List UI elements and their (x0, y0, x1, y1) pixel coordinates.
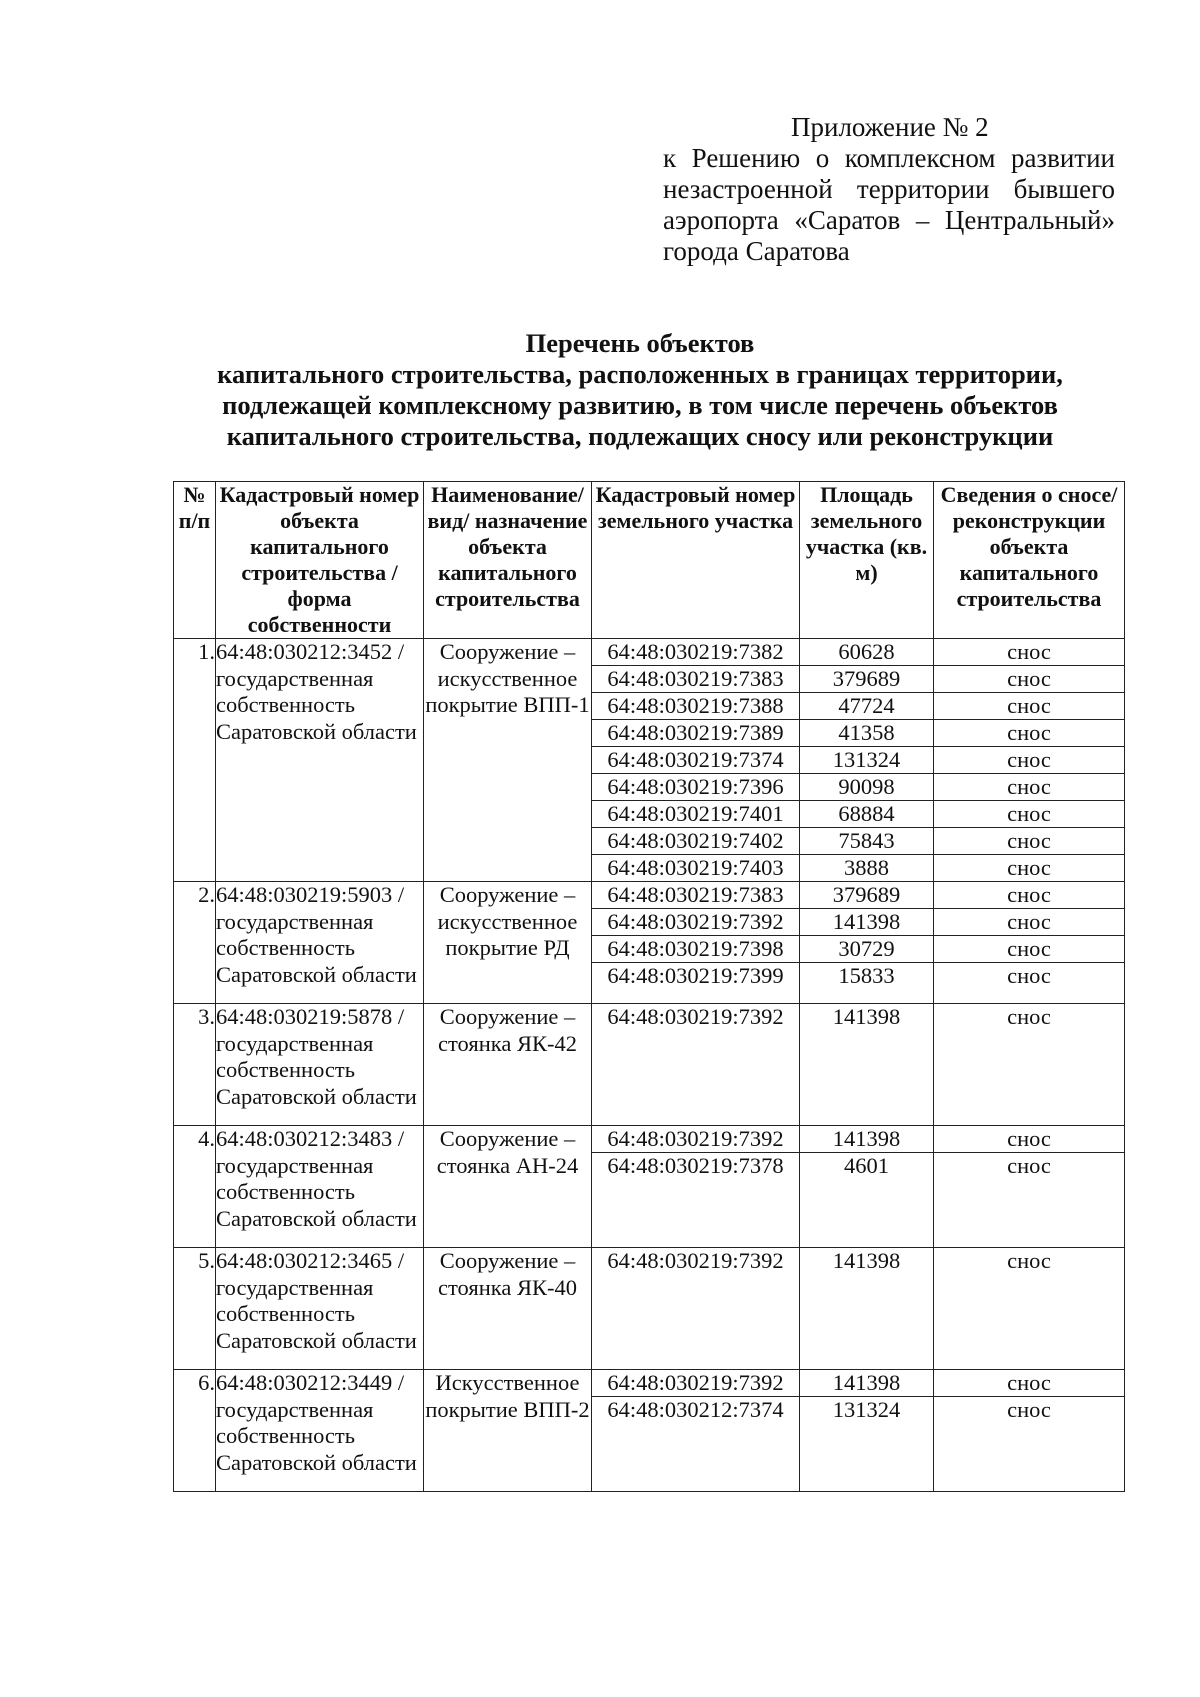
land-parcel-area: 75843 (800, 828, 933, 855)
object-name: Сооружение – стоянка АН-24 (424, 1126, 592, 1248)
land-parcel-area: 41358 (800, 720, 933, 747)
land-parcel-number: 64:48:030219:7382 (592, 639, 799, 666)
areas-cell (800, 882, 934, 1004)
table-row (174, 639, 1125, 882)
demolition-info: снос (934, 693, 1124, 720)
object-cadastral-number: 64:48:030212:3452 / государственная собственность Саратовской области (216, 639, 424, 882)
annex-line: к Решению о комплексном развитии (663, 143, 1115, 173)
demolition-info: снос (1007, 1248, 1051, 1273)
demolition-info: снос (1007, 1153, 1051, 1178)
demolition-info: снос (934, 936, 1124, 963)
land-parcel-area: 379689 (800, 882, 933, 909)
info-cell (934, 1370, 1125, 1492)
land-parcel-area: 60628 (800, 639, 933, 666)
row-number: 6. (174, 1370, 216, 1492)
header-num: № п/п (174, 482, 216, 639)
land-parcels-cell (592, 1370, 800, 1492)
object-cadastral-number: 64:48:030212:3483 / государственная собственность Саратовской области (216, 1126, 424, 1248)
areas-cell (800, 1004, 934, 1126)
table-row (174, 1370, 1125, 1492)
demolition-info: снос (934, 828, 1124, 855)
object-cadastral-number: 64:48:030219:5903 / государственная собственность Саратовской области (216, 882, 424, 1004)
objects-table (173, 481, 1125, 1492)
demolition-info: снос (934, 1126, 1124, 1153)
land-parcel-number: 64:48:030219:7403 (607, 855, 784, 880)
land-parcel-number: 64:48:030219:7392 (607, 1248, 784, 1273)
info-cell (934, 639, 1125, 882)
areas-cell (800, 639, 934, 882)
areas-cell (800, 1370, 934, 1492)
object-name: Искусственное покрытие ВПП-2 (424, 1370, 592, 1492)
table-row (174, 1248, 1125, 1370)
title-line: подлежащей комплексному развитию, в том числе перечень объектов (222, 390, 1058, 420)
row-number: 4. (174, 1126, 216, 1248)
land-parcel-number: 64:48:030219:7399 (607, 963, 784, 988)
land-parcel-number: 64:48:030219:7388 (592, 693, 799, 720)
annex-line: города Саратова (663, 236, 850, 266)
land-parcels-cell (592, 882, 800, 1004)
land-parcel-number: 64:48:030219:7374 (592, 747, 799, 774)
land-parcels-cell (592, 639, 800, 882)
annex-line: незастроенной территории бывшего (663, 174, 1115, 204)
title-line: Перечень объектов (525, 328, 755, 358)
object-cadastral-number: 64:48:030212:3465 / государственная собственность Саратовской области (216, 1248, 424, 1370)
demolition-info: снос (934, 747, 1124, 774)
object-name: Сооружение – искусственное покрытие ВПП-1 (424, 639, 592, 882)
object-name: Сооружение – стоянка ЯК-42 (424, 1004, 592, 1126)
land-parcel-area: 141398 (800, 909, 933, 936)
areas-cell (800, 1126, 934, 1248)
object-name: Сооружение – искусственное покрытие РД (424, 882, 592, 1004)
land-parcel-number: 64:48:030219:7389 (592, 720, 799, 747)
row-number: 5. (174, 1248, 216, 1370)
demolition-info: снос (934, 909, 1124, 936)
header-name: Наименование/ вид/ назначение объекта капитального строительства (424, 482, 592, 639)
land-parcel-number: 64:48:030219:7392 (592, 1126, 799, 1153)
land-parcel-area: 141398 (832, 1004, 901, 1029)
land-parcel-number: 64:48:030219:7392 (607, 1004, 784, 1029)
demolition-info: снос (1007, 963, 1051, 988)
info-cell (934, 1004, 1125, 1126)
land-parcel-area: 131324 (800, 747, 933, 774)
land-parcel-number: 64:48:030219:7392 (592, 909, 799, 936)
demolition-info: снос (934, 801, 1124, 828)
info-cell (934, 1126, 1125, 1248)
document-title (150, 328, 1130, 452)
land-parcel-number: 64:48:030212:7374 (607, 1397, 784, 1422)
land-parcel-number: 64:48:030219:7383 (592, 666, 799, 693)
land-parcel-area: 90098 (800, 774, 933, 801)
table-row (174, 1004, 1125, 1126)
object-cadastral-number: 64:48:030212:3449 / государственная собственность Саратовской области (216, 1370, 424, 1492)
info-cell (934, 1248, 1125, 1370)
land-parcel-number: 64:48:030219:7398 (592, 936, 799, 963)
header-area: Площадь земельного участка (кв. м) (800, 482, 934, 639)
header-object: Кадастровый номер объекта капитального строительства / форма собственности (216, 482, 424, 639)
land-parcel-area: 131324 (832, 1397, 901, 1422)
land-parcel-area: 379689 (800, 666, 933, 693)
demolition-info: снос (934, 666, 1124, 693)
land-parcels-cell (592, 1248, 800, 1370)
land-parcel-number: 64:48:030219:7396 (592, 774, 799, 801)
demolition-info: снос (1007, 1004, 1051, 1029)
title-line: капитального строительства, подлежащих сносу или реконструкции (226, 421, 1054, 451)
row-number: 3. (174, 1004, 216, 1126)
land-parcel-area: 15833 (838, 963, 895, 988)
land-parcel-area: 47724 (800, 693, 933, 720)
land-parcel-area: 141398 (832, 1248, 901, 1273)
annex-number: Приложение № 2 (791, 112, 989, 142)
demolition-info: снос (934, 882, 1124, 909)
annex-header (663, 112, 1115, 267)
land-parcel-number: 64:48:030219:7383 (592, 882, 799, 909)
demolition-info: снос (1007, 855, 1051, 880)
land-parcel-number: 64:48:030219:7392 (592, 1370, 799, 1397)
land-parcel-area: 30729 (800, 936, 933, 963)
annex-line: аэропорта «Саратов – Центральный» (663, 205, 1115, 235)
header-land: Кадастровый номер земельного участка (592, 482, 800, 639)
land-parcels-cell (592, 1004, 800, 1126)
title-line: капитального строительства, расположенных в границах территории, (217, 359, 1063, 389)
land-parcel-area: 68884 (800, 801, 933, 828)
land-parcel-area: 4601 (844, 1153, 889, 1178)
table-row (174, 1126, 1125, 1248)
areas-cell (800, 1248, 934, 1370)
table-body (174, 639, 1125, 1492)
land-parcel-number: 64:48:030219:7401 (592, 801, 799, 828)
land-parcel-area: 3888 (844, 855, 889, 880)
demolition-info: снос (934, 639, 1124, 666)
row-number: 1. (174, 639, 216, 882)
object-name: Сооружение – стоянка ЯК-40 (424, 1248, 592, 1370)
land-parcel-area: 141398 (800, 1370, 933, 1397)
demolition-info: снос (934, 1370, 1124, 1397)
table-row (174, 882, 1125, 1004)
header-info: Сведения о сносе/ реконструкции объекта капитального строительства (934, 482, 1125, 639)
info-cell (934, 882, 1125, 1004)
land-parcel-number: 64:48:030219:7402 (592, 828, 799, 855)
demolition-info: снос (1007, 1397, 1051, 1422)
row-number: 2. (174, 882, 216, 1004)
table-header-row (174, 482, 1125, 639)
object-cadastral-number: 64:48:030219:5878 / государственная собственность Саратовской области (216, 1004, 424, 1126)
demolition-info: снос (934, 774, 1124, 801)
land-parcel-number: 64:48:030219:7378 (607, 1153, 784, 1178)
demolition-info: снос (934, 720, 1124, 747)
land-parcels-cell (592, 1126, 800, 1248)
land-parcel-area: 141398 (800, 1126, 933, 1153)
